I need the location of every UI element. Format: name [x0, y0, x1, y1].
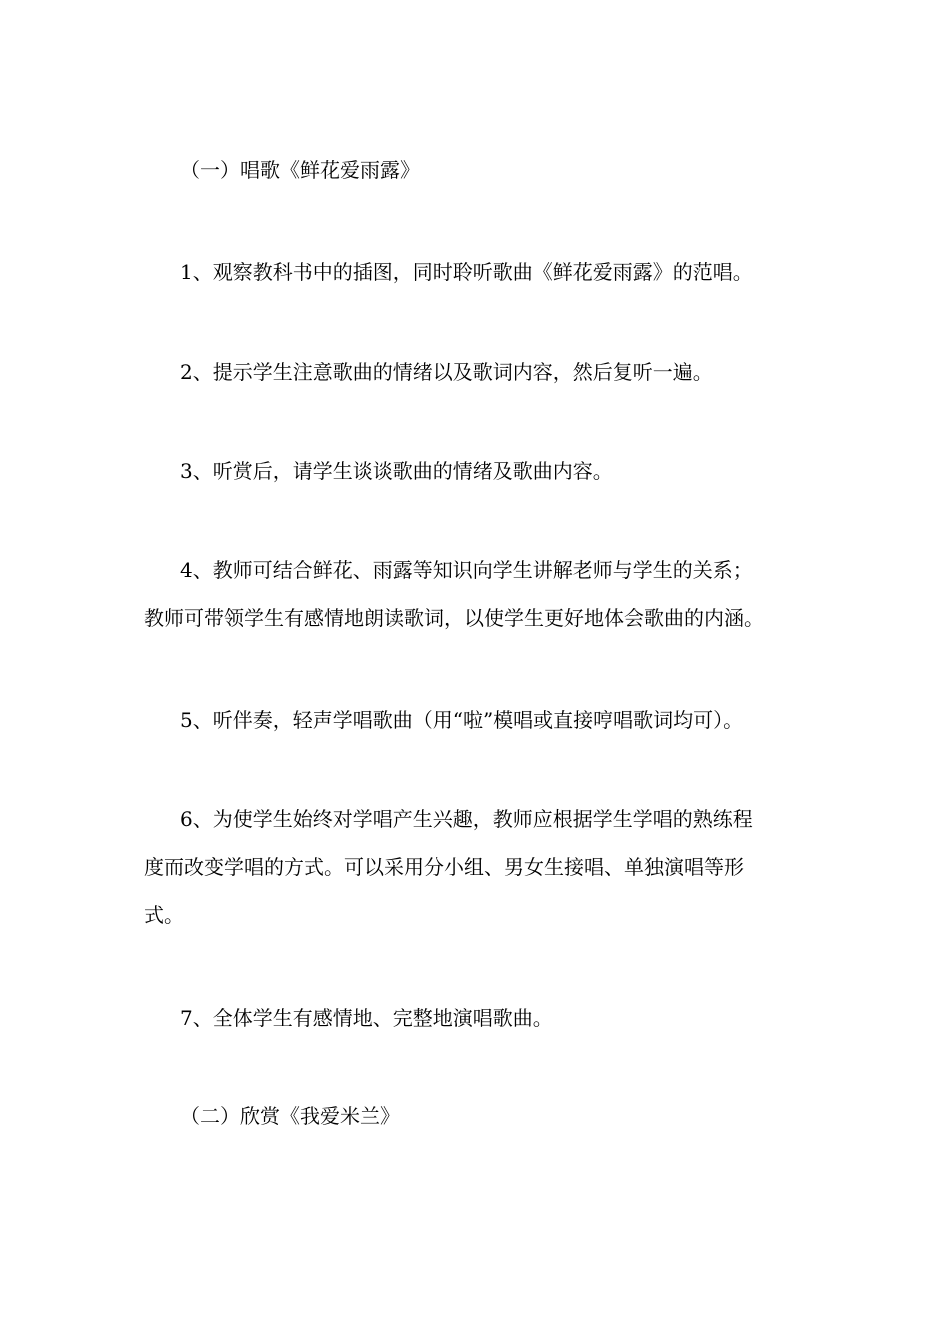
section-heading-2: （二）欣赏《我爱米兰》: [180, 1104, 400, 1128]
list-item-4-line-1: 4、教师可结合鲜花、雨露等知识向学生讲解老师与学生的关系；: [180, 558, 753, 582]
list-item-7: 7、全体学生有感情地、完整地演唱歌曲。: [180, 1006, 553, 1030]
list-item-5: 5、听伴奏，轻声学唱歌曲（用“啦”模唱或直接哼唱歌词均可）。: [180, 708, 744, 732]
section-heading-1: （一）唱歌《鲜花爱雨露》: [180, 158, 420, 182]
list-item-2: 2、提示学生注意歌曲的情绪以及歌词内容，然后复听一遍。: [180, 360, 713, 384]
list-item-6-line-3: 式。: [144, 903, 184, 927]
list-item-6-line-2: 度而改变学唱的方式。可以采用分小组、男女生接唱、单独演唱等形: [144, 855, 744, 879]
list-item-1: 1、观察教科书中的插图，同时聆听歌曲《鲜花爱雨露》的范唱。: [180, 260, 753, 284]
list-item-6-line-1: 6、为使学生始终对学唱产生兴趣，教师应根据学生学唱的熟练程: [180, 807, 753, 831]
list-item-3: 3、听赏后，请学生谈谈歌曲的情绪及歌曲内容。: [180, 459, 613, 483]
list-item-4-line-2: 教师可带领学生有感情地朗读歌词，以使学生更好地体会歌曲的内涵。: [144, 606, 764, 630]
